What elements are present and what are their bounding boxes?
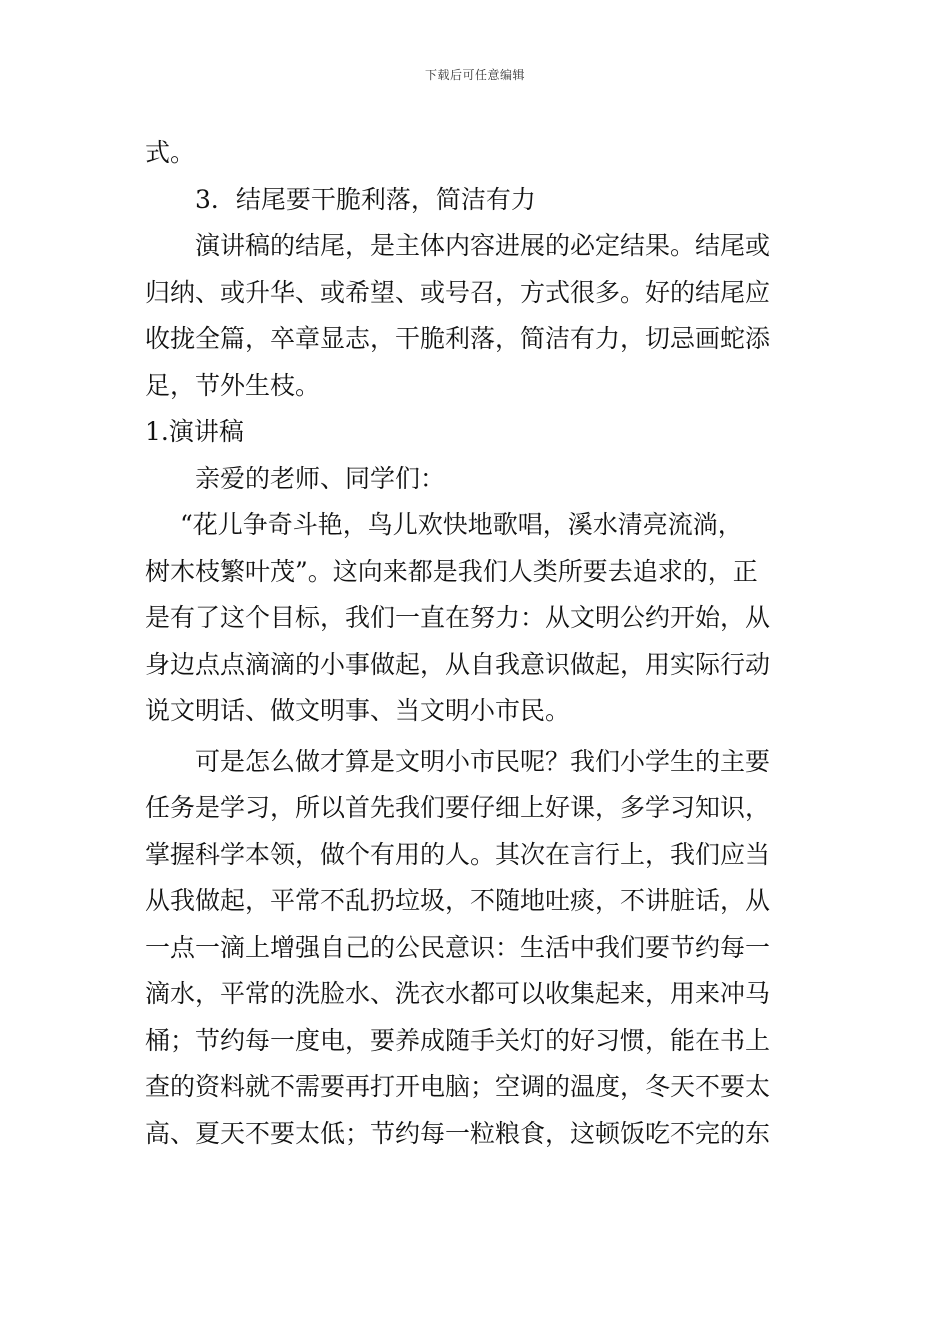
text-line: 身边点点滴滴的小事做起，从自我意识做起，用实际行动 bbox=[145, 649, 771, 679]
document-body bbox=[145, 130, 807, 1157]
text-line: 说文明话、做文明事、当文明小市民。 bbox=[145, 696, 571, 725]
salutation: 亲爱的老师、同学们： bbox=[195, 463, 446, 493]
text-line: 任务是学习，所以首先我们要仔细上好课，多学习知识， bbox=[145, 793, 771, 822]
text-line: 一点一滴上增强自己的公民意识：生活中我们要节约每一 bbox=[145, 932, 771, 962]
text-line: 树木枝繁叶茂”。这向来都是我们人类所要去追求的，正 bbox=[145, 556, 758, 586]
text-line: 桶；节约每一度电，要养成随手关灯的好习惯，能在书上 bbox=[145, 1025, 771, 1055]
text-line: 足，节外生枝。 bbox=[145, 370, 321, 400]
text-line: 归纳、或升华、或希望、或号召，方式很多。好的结尾应 bbox=[145, 277, 771, 307]
text-line: 查的资料就不需要再打开电脑；空调的温度，冬天不要太 bbox=[145, 1072, 771, 1101]
section-heading: 3．结尾要干脆利落，简洁有力 bbox=[195, 184, 536, 214]
text-line: 收拢全篇，卒章显志，干脆利落，简洁有力，切忌画蛇添 bbox=[145, 324, 771, 353]
page-header: 下载后可任意编辑 bbox=[424, 68, 525, 82]
text-line: 式。 bbox=[145, 138, 196, 167]
text-line: 是有了这个目标，我们一直在努力：从文明公约开始，从 bbox=[145, 603, 771, 632]
text-line: 可是怎么做才算是文明小市民呢？我们小学生的主要 bbox=[195, 746, 771, 776]
text-line: 高、夏天不要太低；节约每一粒粮食，这顿饭吃不完的东 bbox=[145, 1118, 771, 1148]
text-line: “花儿争奇斗艳，鸟儿欢快地歌唱，溪水清亮流淌， bbox=[180, 510, 743, 539]
text-line: 掌握科学本领，做个有用的人。其次在言行上，我们应当 bbox=[145, 839, 771, 869]
text-line: 滴水，平常的洗脸水、洗衣水都可以收集起来，用来冲马 bbox=[145, 979, 771, 1008]
text-line: 从我做起，平常不乱扔垃圾，不随地吐痰，不讲脏话，从 bbox=[145, 886, 771, 915]
text-line: 演讲稿的结尾，是主体内容进展的必定结果。结尾或 bbox=[195, 231, 771, 260]
section-heading: 1.演讲稿 bbox=[145, 417, 244, 446]
